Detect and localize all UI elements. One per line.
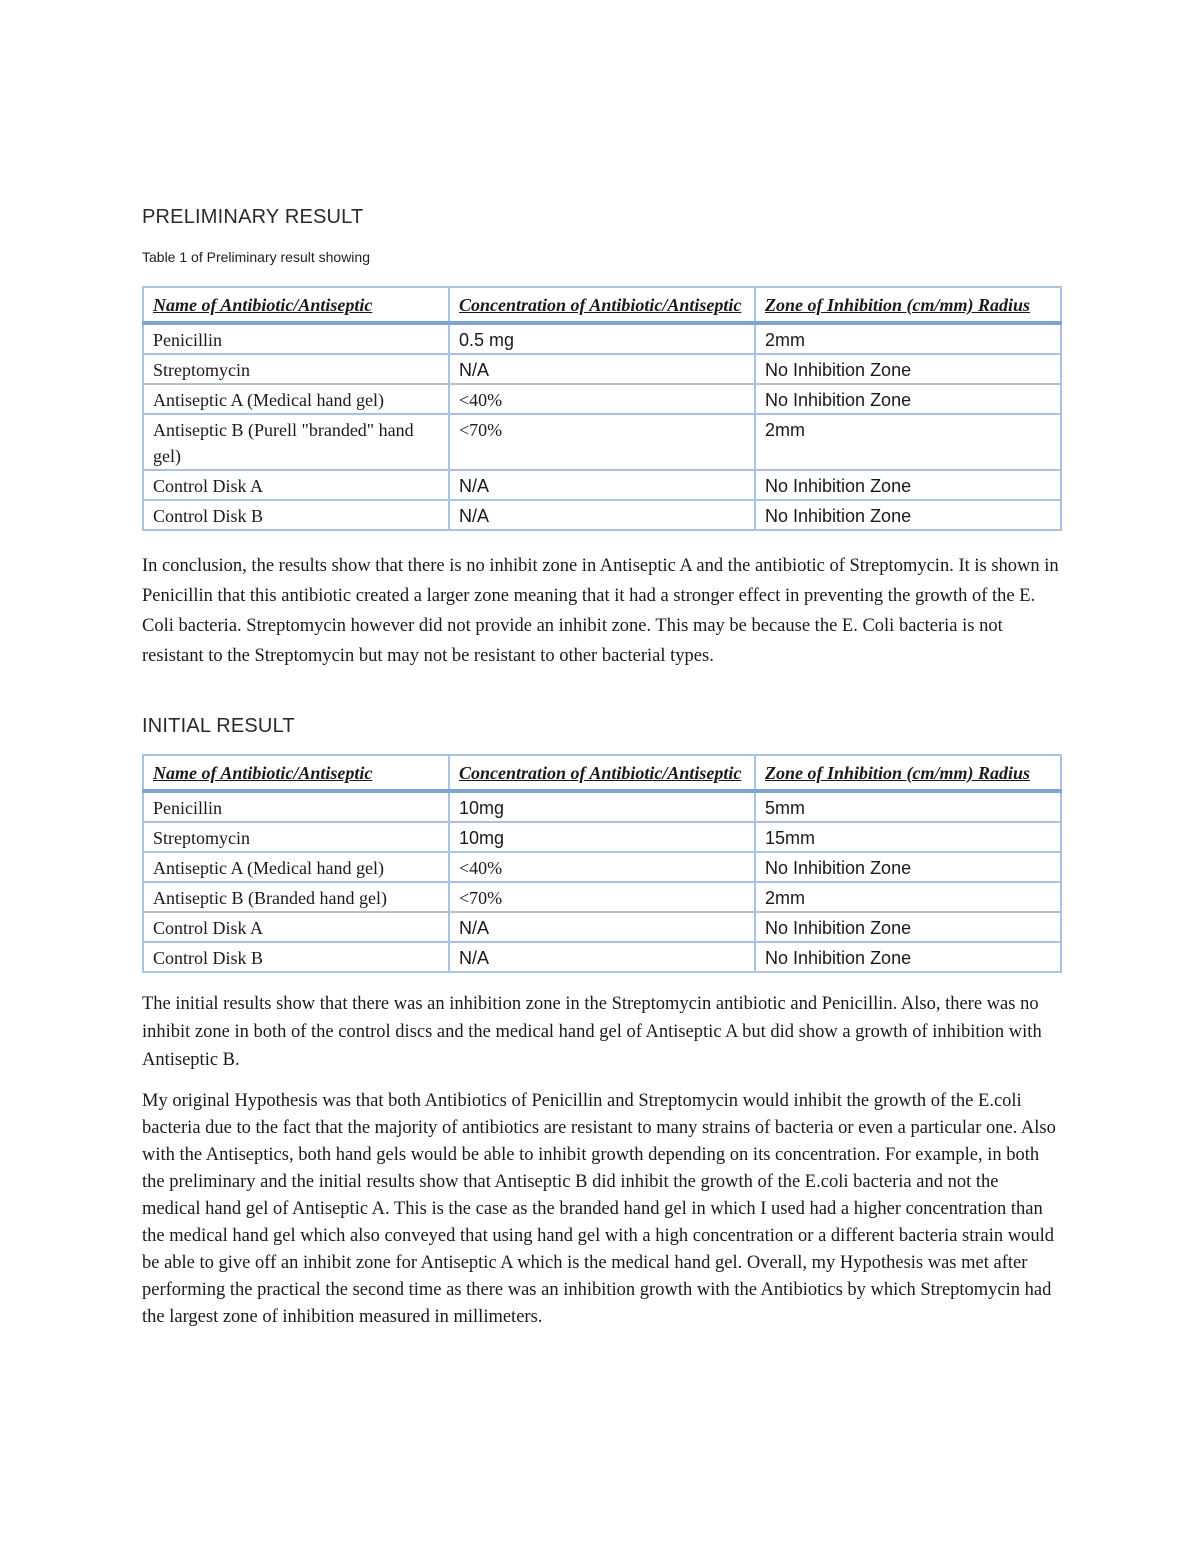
table-header-row (143, 287, 1061, 323)
column-header-concentration: Concentration of Antibiotic/Antiseptic (449, 287, 755, 323)
table-row (143, 414, 1061, 470)
cell-concentration: N/A (449, 500, 755, 530)
preliminary-conclusion: In conclusion, the results show that there is no inhibit zone in Antiseptic A and the antibiotic of Streptomycin. It is shown in Penicillin that this antibiotic created a larger zone meaning that it had a stronger effect in preventing the growth of the E. Coli bacteria. Streptomycin however did not provide an inhibit zone. This may be because the E. Coli bacteria is not resistant to the Streptomycin but may not be resistant to other bacterial types. (142, 556, 1059, 666)
table-row (143, 354, 1061, 384)
column-header-name: Name of Antibiotic/Antiseptic (143, 287, 449, 323)
initial-summary: The initial results show that there was an inhibition zone in the Streptomycin antibiotic and Penicillin. Also, there was no inhibit zone in both of the control discs and the medical hand gel of Antiseptic A but did show a growth of inhibition with Antiseptic B. (142, 994, 1042, 1070)
table-row (143, 500, 1061, 530)
cell-concentration: <70% (449, 882, 755, 912)
preliminary-results-table (142, 286, 1062, 531)
cell-zone: 15mm (755, 822, 1061, 852)
cell-zone: 5mm (755, 791, 1061, 822)
cell-concentration: <40% (449, 384, 755, 414)
cell-zone: No Inhibition Zone (755, 500, 1061, 530)
column-header-zone: Zone of Inhibition (cm/mm) Radius (755, 287, 1061, 323)
cell-name: Control Disk A (143, 912, 449, 942)
column-header-zone: Zone of Inhibition (cm/mm) Radius (755, 755, 1061, 791)
cell-concentration: 10mg (449, 822, 755, 852)
initial-heading: INITIAL RESULT (142, 715, 295, 737)
cell-name: Penicillin (143, 791, 449, 822)
cell-zone: No Inhibition Zone (755, 912, 1061, 942)
cell-name: Antiseptic B (Purell "branded" hand gel) (143, 414, 449, 470)
cell-zone: No Inhibition Zone (755, 384, 1061, 414)
table-row (143, 323, 1061, 354)
table-row (143, 791, 1061, 822)
table-row (143, 822, 1061, 852)
cell-name: Control Disk B (143, 942, 449, 972)
cell-name: Control Disk A (143, 470, 449, 500)
cell-name: Penicillin (143, 323, 449, 354)
table-row (143, 882, 1061, 912)
hypothesis-paragraph: My original Hypothesis was that both Antibiotics of Penicillin and Streptomycin would inhibit the growth of the E.coli bacteria due to the fact that the majority of antibiotics are resistant to many strains of bacteria or even a particular one. Also with the Antiseptics, both hand gels would be able to inhibit growth depending on its concentration. For example, in both the preliminary and the initial results show that Antiseptic B did inhibit the growth of the E.coli bacteria and not the medical hand gel of Antiseptic A. This is the case as the branded hand gel in which I used had a higher concentration than the medical hand gel which also conveyed that using hand gel with a high concentration or a different bacteria strain would be able to give off an inhibit zone for Antiseptic A which is the medical hand gel. Overall, my Hypothesis was met after performing the practical the second time as there was an inhibition growth with the Antibiotics by which Streptomycin had the largest zone of inhibition measured in millimeters. (142, 1091, 1056, 1327)
cell-zone: No Inhibition Zone (755, 470, 1061, 500)
cell-concentration: 0.5 mg (449, 323, 755, 354)
cell-name: Streptomycin (143, 354, 449, 384)
column-header-concentration: Concentration of Antibiotic/Antiseptic (449, 755, 755, 791)
table-row (143, 470, 1061, 500)
table-row (143, 912, 1061, 942)
cell-name: Antiseptic A (Medical hand gel) (143, 852, 449, 882)
cell-name: Antiseptic A (Medical hand gel) (143, 384, 449, 414)
cell-concentration: N/A (449, 912, 755, 942)
cell-concentration: N/A (449, 470, 755, 500)
cell-zone: No Inhibition Zone (755, 852, 1061, 882)
cell-concentration: N/A (449, 354, 755, 384)
cell-concentration: 10mg (449, 791, 755, 822)
cell-name: Streptomycin (143, 822, 449, 852)
cell-name: Control Disk B (143, 500, 449, 530)
preliminary-heading: PRELIMINARY RESULT (142, 206, 364, 228)
cell-concentration: <70% (449, 414, 755, 470)
column-header-name: Name of Antibiotic/Antiseptic (143, 755, 449, 791)
table-row (143, 942, 1061, 972)
cell-zone: No Inhibition Zone (755, 942, 1061, 972)
table-row (143, 384, 1061, 414)
cell-concentration: N/A (449, 942, 755, 972)
cell-zone: 2mm (755, 323, 1061, 354)
cell-concentration: <40% (449, 852, 755, 882)
cell-zone: No Inhibition Zone (755, 354, 1061, 384)
table-header-row (143, 755, 1061, 791)
cell-zone: 2mm (755, 882, 1061, 912)
cell-name: Antiseptic B (Branded hand gel) (143, 882, 449, 912)
table-row (143, 852, 1061, 882)
initial-results-table (142, 754, 1062, 973)
cell-zone: 2mm (755, 414, 1061, 470)
table-1-caption: Table 1 of Preliminary result showing (142, 249, 370, 265)
